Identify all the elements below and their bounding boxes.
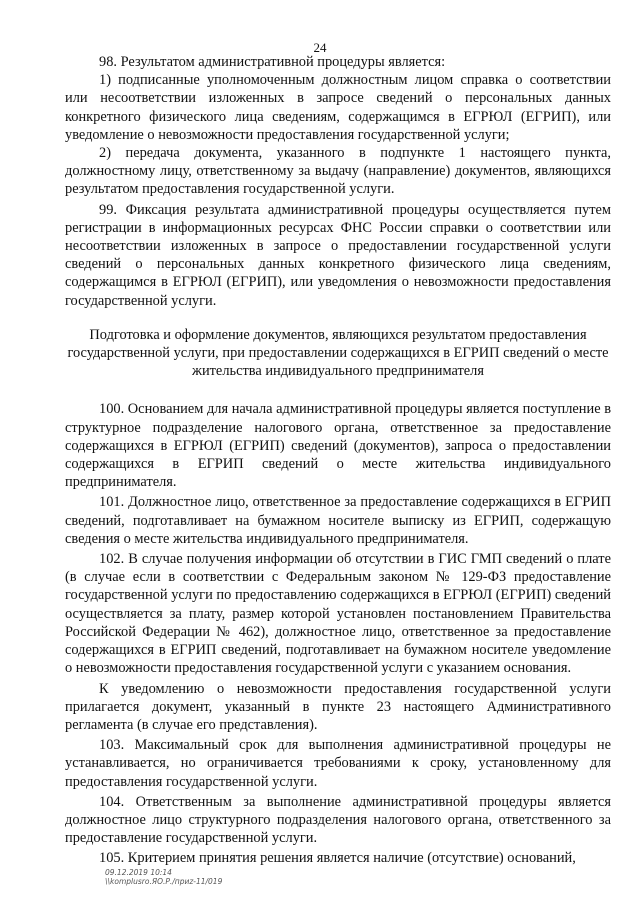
footer-path: \\komplusro.ЯО.Р./приz-11/019 bbox=[105, 877, 223, 886]
paragraph-104: 104. Ответственным за выполнение административной процедуры является должностное лицо структурного подразделения налогового органа, ответственного за предоставление государственной услуги. bbox=[65, 793, 611, 847]
paragraph-101: 101. Должностное лицо, ответственное за предоставление содержащихся в ЕГРИП сведений, подготавливает на бумажном носителе выписку из ЕГРИП, содержащую сведения о месте жительства индивидуального предпринимателя. bbox=[65, 494, 611, 547]
paragraph-102-note: К уведомлению о невозможности предоставления государственной услуги прилагается документ, указанный в пункте 23 настоящего Административного регламента (в случае его представления). bbox=[65, 680, 611, 733]
paragraph-98-item-1: 1) подписанные уполномоченным должностным лицом справка о соответствии или несоответствии изложенных в запросе сведений о персональных данных конкретного физического лица сведениям, содержащимся в ЕГРЮЛ (ЕГРИП), или уведомление о невозможности предоставления государственной услуги; bbox=[65, 72, 611, 143]
paragraph-105: 105. Критерием принятия решения является наличие (отсутствие) оснований, bbox=[99, 850, 576, 867]
footer-date: 09.12.2019 10:14 bbox=[105, 868, 172, 877]
footer-stamp bbox=[105, 868, 222, 886]
paragraph-98: 98. Результатом административной процедуры является: bbox=[99, 54, 446, 70]
paragraph-98-item-2: 2) передача документа, указанного в подпункте 1 настоящего пункта, должностному лицу, ответственному за выдачу (направление) документов, являющихся результатом предоставления государственной услуги. bbox=[65, 145, 611, 198]
paragraph-99: 99. Фиксация результата административной процедуры осуществляется путем регистрации в информационных ресурсах ФНС России справки о соответствии или несоответствии изложенных в запросе о предоставлении государственной услуги сведений о персональных данных конкретного физического лица сведениям, содержащимся в ЕГРЮЛ (ЕГРИП), или уведомления о невозможности предоставления государственной услуги. bbox=[65, 201, 611, 309]
paragraph-103: 103. Максимальный срок для выполнения административной процедуры не устанавливается, но ограничивается требованиями к сроку, установленному для предоставления государственной услуги. bbox=[65, 737, 611, 790]
section-heading: Подготовка и оформление документов, являющихся результатом предоставления государственной услуги, при предоставлении содержащихся в ЕГРИП сведений о месте жительства индивидуального предпринимателя bbox=[67, 326, 609, 380]
document-body bbox=[65, 53, 611, 868]
page-number: 24 bbox=[313, 40, 327, 55]
paragraph-102: 102. В случае получения информации об отсутствии в ГИС ГМП сведений о плате (в случае если в соответствии с Федеральным законом № 129-ФЗ предоставление государственной услуги по предоставлению содержащихся в ЕГРЮЛ (ЕГРИП) сведений осуществляется за плату, размер которой установлен постановлением Правительства Российской Федерации № 462), должностное лицо, ответственное за предоставление содержащихся в ЕГРИП сведений, подготавливает на бумажном носителе уведомление о невозможности предоставления государственной услуги с указанием основания. bbox=[65, 551, 611, 677]
paragraph-100: 100. Основанием для начала административной процедуры является поступление в структурное подразделение налогового органа, ответственное за предоставление содержащихся в ЕГРЮЛ (ЕГРИП) сведений (документов), запроса о предоставлении содержащихся в ЕГРИП сведений о месте жительства индивидуального предпринимателя. bbox=[65, 401, 611, 491]
